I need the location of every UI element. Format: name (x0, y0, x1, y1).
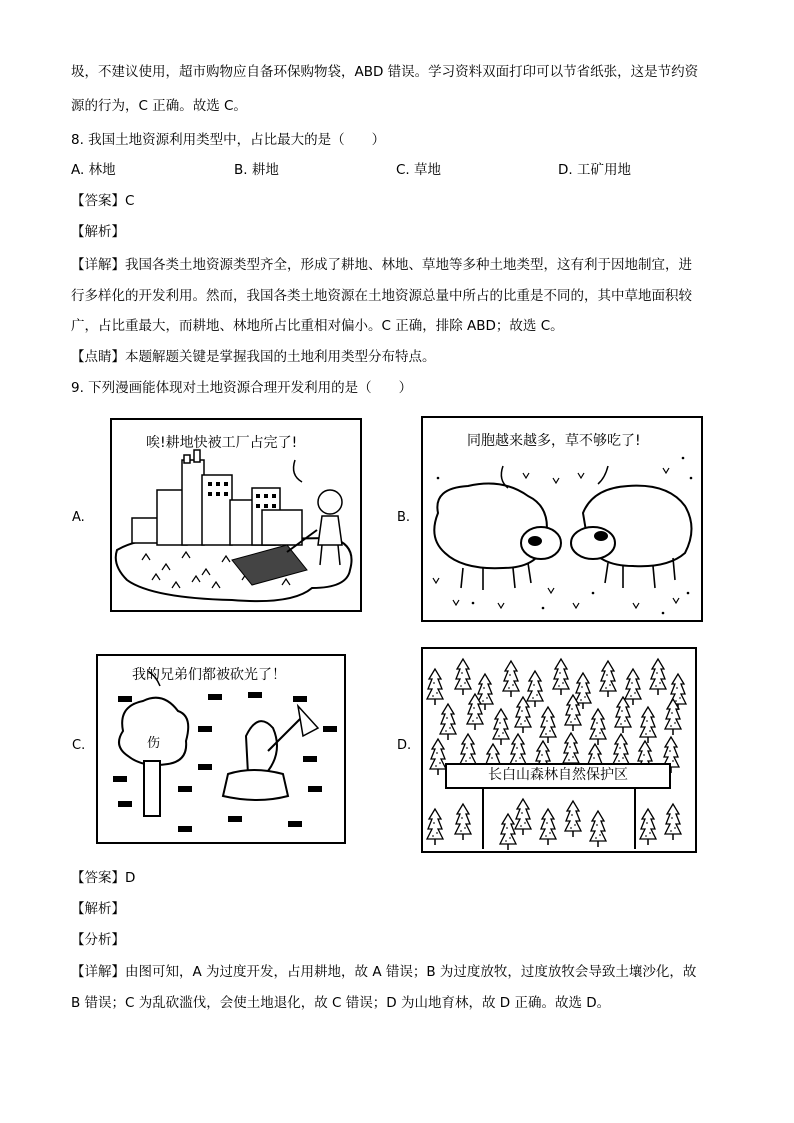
detail-text: 由图可知，A 为过度开发，占用耕地，故 A 错误；B 为过度放牧，过度放牧会导致土壤沙化，故 (125, 964, 697, 980)
pine-tree-icon (650, 659, 666, 695)
option-b: B. 耕地 (234, 162, 279, 178)
cartoon-a (110, 418, 362, 612)
cartoon-b-caption: 同胞越来越多，草不够吃了! (467, 433, 641, 449)
option-c: C. 草地 (396, 162, 442, 178)
pine-tree-icon (440, 704, 456, 740)
cartoon-c (96, 654, 346, 844)
answer-value: C (125, 193, 135, 209)
answer-8 (71, 191, 134, 211)
detail-9-line1 (71, 962, 696, 982)
option-d: D. 工矿用地 (558, 162, 631, 178)
point-8 (71, 347, 436, 367)
point-tag: 【点睛】 (71, 349, 125, 365)
pine-tree-icon (600, 661, 616, 697)
pine-tree-icon (455, 659, 471, 695)
analysis-8: 【解析】 (71, 224, 125, 240)
answer-tag: 【答案】 (71, 193, 125, 209)
detail-tag: 【详解】 (71, 257, 125, 273)
pine-tree-icon (515, 799, 531, 835)
cartoon-d-sign: 长白山森林自然保护区 (445, 763, 671, 789)
pine-tree-icon (455, 804, 471, 840)
detail-tag: 【详解】 (71, 964, 125, 980)
pine-tree-icon (625, 669, 641, 705)
pine-tree-icon (665, 804, 681, 840)
text-line: 源的行为，C 正确。故选 C。 (71, 98, 247, 114)
cartoon-c-tree-text: 伤 (147, 736, 161, 751)
detail-8-line2: 行多样化的开发利用。然而，我国各类土地资源在土地资源总量中所占的比重是不同的，其中草地面积较 (71, 288, 692, 304)
cartoon-d-label: D. (397, 738, 412, 753)
pine-tree-icon (427, 809, 443, 845)
detail-8-line3: 广，占比重最大，而耕地、林地所占比重相对偏小。C 正确，排除 ABD；故选 C。 (71, 318, 564, 334)
question-9: 9. 下列漫画能体现对土地资源合理开发利用的是（ ） (71, 380, 413, 396)
pine-tree-icon (565, 801, 581, 837)
text-line: 圾，不建议使用，超市购物应自备环保购物袋，ABD 错误。学习资料双面打印可以节省纸张，这是节约资 (71, 64, 699, 80)
pine-tree-icon (540, 809, 556, 845)
option-a: A. 林地 (71, 162, 116, 178)
detail-text: 我国各类土地资源类型齐全，形成了耕地、林地、草地等多种土地类型，这有利于因地制宜，进 (125, 257, 692, 273)
pine-tree-icon (427, 669, 443, 705)
answer-tag: 【答案】 (71, 870, 125, 886)
cartoon-d-drawing (423, 649, 695, 851)
pine-tree-icon (515, 697, 531, 733)
question-8: 8. 我国土地资源利用类型中，占比最大的是（ ） (71, 132, 386, 148)
pine-tree-icon (590, 811, 606, 847)
fenxi-9: 【分析】 (71, 932, 125, 948)
cartoon-a-label: A. (72, 510, 85, 525)
answer-value: D (125, 870, 136, 886)
detail-9-line2: B 错误；C 为乱砍滥伐，会使土地退化，故 C 错误；D 为山地育林，故 D 正确。故选 D。 (71, 995, 611, 1011)
cartoon-b (421, 416, 703, 622)
cartoon-b-label: B. (397, 510, 411, 525)
cartoon-c-label: C. (72, 738, 86, 753)
pine-tree-icon (590, 709, 606, 745)
pine-tree-icon (430, 739, 446, 775)
cartoon-c-caption: 我的兄弟们都被砍光了！ (132, 667, 286, 683)
answer-9 (71, 868, 135, 888)
pine-tree-icon (640, 707, 656, 743)
pine-tree-icon (640, 809, 656, 845)
pine-tree-icon (553, 659, 569, 695)
pine-tree-icon (503, 661, 519, 697)
pine-tree-icon (527, 671, 543, 707)
point-text: 本题解题关键是掌握我国的土地利用类型分布特点。 (125, 349, 436, 365)
detail-8-line1 (71, 255, 692, 275)
pine-tree-icon (493, 709, 509, 745)
analysis-9: 【解析】 (71, 901, 125, 917)
pine-tree-icon (540, 707, 556, 743)
pine-tree-icon (500, 814, 516, 850)
pine-tree-icon (615, 697, 631, 733)
cartoon-a-caption: 唉!耕地快被工厂占完了! (146, 435, 298, 451)
cartoon-d (421, 647, 697, 853)
